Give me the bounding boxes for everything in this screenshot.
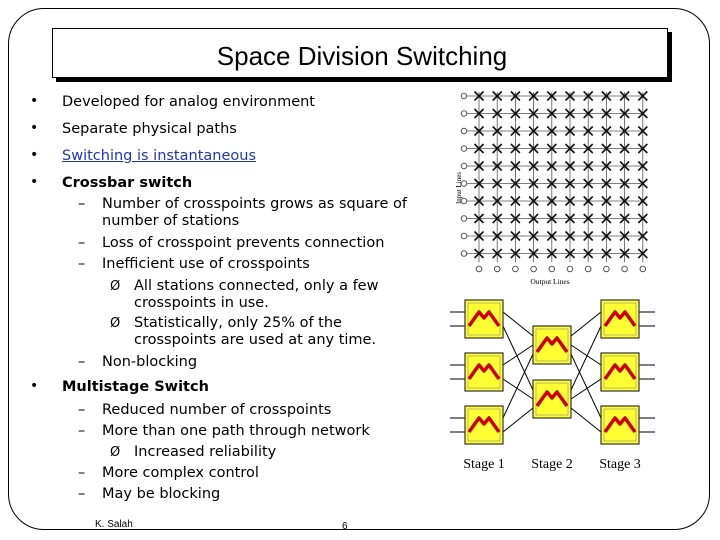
output-terminal	[640, 266, 646, 272]
crossbar-nonblocking: Non-blocking	[102, 354, 198, 370]
crossbar-sub2-line: Statistically, only 25% of the	[134, 315, 342, 331]
input-lines-label: Input Lines	[455, 171, 463, 205]
interstage-link	[503, 326, 533, 390]
dash-icon: –	[78, 423, 86, 439]
dash-icon: –	[78, 465, 86, 481]
stage-3-label: Stage 3	[599, 457, 641, 472]
crossbar-sub-line: Inefficient use of crosspoints	[102, 256, 310, 272]
dash-icon: –	[78, 402, 86, 418]
bullet-icon: •	[30, 174, 39, 190]
dash-icon: –	[78, 354, 86, 370]
input-terminal	[461, 251, 467, 257]
interstage-link	[503, 312, 533, 336]
stage-2-label: Stage 2	[531, 457, 573, 472]
input-terminal	[461, 111, 467, 117]
bullet-instantaneous-link[interactable]: Switching is instantaneous	[62, 148, 256, 164]
interstage-link	[571, 379, 601, 399]
multistage-sub3-line: More complex control	[102, 465, 259, 481]
bullet-crossbar: Crossbar switch	[62, 175, 193, 191]
interstage-link	[571, 326, 601, 390]
multistage-sub-line: Reduced number of crosspoints	[102, 402, 332, 418]
arrow-icon: Ø	[110, 279, 121, 294]
bullet-developed: Developed for analog environment	[62, 94, 315, 110]
interstage-link	[503, 345, 533, 365]
interstage-link	[503, 379, 533, 399]
input-terminal	[461, 216, 467, 222]
multistage-sub2-line: Increased reliability	[134, 444, 277, 460]
stage-1-label: Stage 1	[463, 457, 505, 472]
crossbar-sub-line: Number of crosspoints grows as square of	[102, 196, 407, 212]
bullet-icon: •	[30, 378, 39, 394]
multistage-sub3-line: May be blocking	[102, 486, 221, 502]
input-terminal	[461, 163, 467, 169]
output-terminal	[494, 266, 500, 272]
crossbar-sub2-line: crosspoints in use.	[134, 295, 269, 311]
interstage-link	[503, 354, 533, 418]
crossbar-sub-line: number of stations	[102, 213, 240, 229]
multistage-sub-line: More than one path through network	[102, 423, 370, 439]
crossbar-figure	[440, 88, 670, 288]
input-terminal	[461, 146, 467, 152]
interstage-link	[571, 312, 601, 336]
interstage-link	[571, 354, 601, 418]
arrow-icon: Ø	[110, 316, 121, 331]
output-terminal	[604, 266, 610, 272]
output-terminal	[513, 266, 519, 272]
output-terminal	[567, 266, 573, 272]
dash-icon: –	[78, 486, 86, 502]
interstage-link	[571, 408, 601, 432]
slide-title: Space Division Switching	[216, 41, 508, 71]
interstage-link	[571, 345, 601, 365]
output-terminal	[585, 266, 591, 272]
multistage-figure	[450, 290, 690, 480]
dash-icon: –	[78, 235, 86, 251]
crossbar-sub2-line: All stations connected, only a few	[134, 278, 379, 294]
footer-page-number: 6	[342, 521, 348, 532]
switch-modules	[465, 300, 639, 444]
crossbar-grid	[461, 92, 647, 272]
dash-icon: –	[78, 196, 86, 212]
crossbar-sub2-line: crosspoints are used at any time.	[134, 332, 377, 348]
bullet-icon: •	[30, 120, 39, 136]
dash-icon: –	[78, 256, 86, 272]
crossbar-sub-line: Loss of crosspoint prevents connection	[102, 235, 385, 251]
input-terminal	[461, 93, 467, 99]
bullet-icon: •	[30, 93, 39, 109]
output-terminal	[531, 266, 537, 272]
bullet-separate: Separate physical paths	[62, 121, 237, 137]
output-terminal	[622, 266, 628, 272]
input-terminal	[461, 233, 467, 239]
interstage-link	[503, 408, 533, 432]
footer-author: K. Salah	[95, 519, 133, 530]
output-terminal	[549, 266, 555, 272]
output-terminal	[476, 266, 482, 272]
input-terminal	[461, 128, 467, 134]
bullet-icon: •	[30, 147, 39, 163]
output-lines-label: Output Lines	[530, 277, 570, 286]
bullet-multistage: Multistage Switch	[62, 379, 209, 395]
arrow-icon: Ø	[110, 445, 121, 460]
